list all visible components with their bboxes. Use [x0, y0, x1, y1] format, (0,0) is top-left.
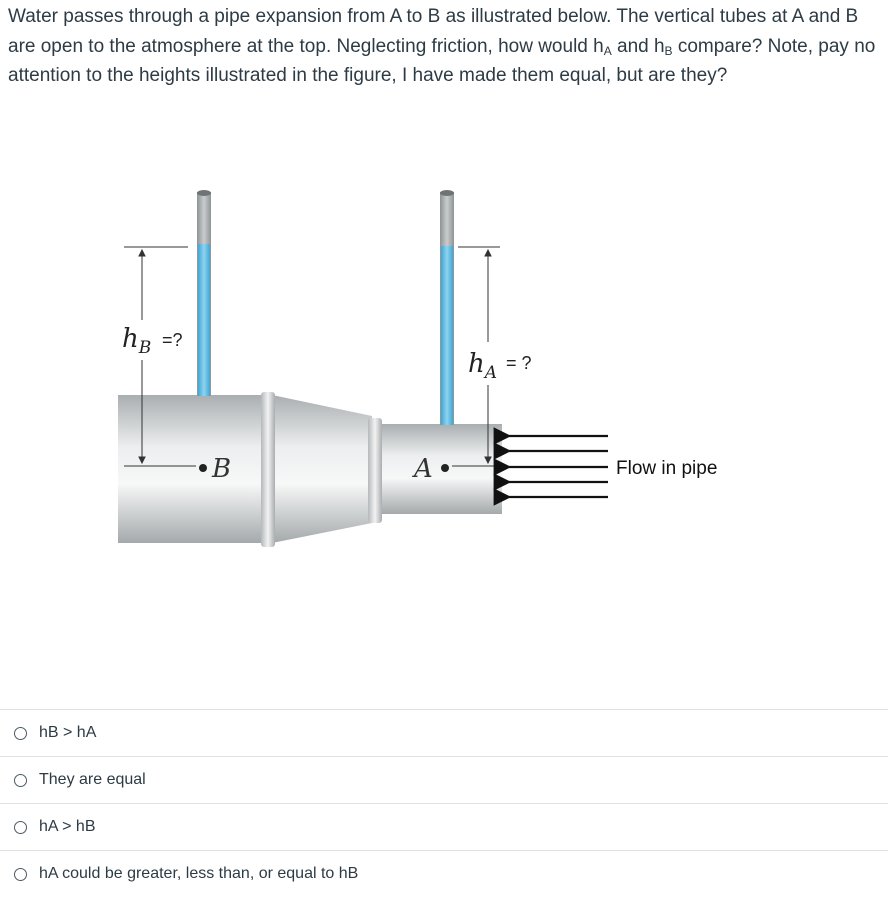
- label-a: A: [414, 454, 433, 484]
- question-part-2: and h: [611, 35, 665, 57]
- subscript-b: B: [664, 43, 673, 58]
- flange-left: [261, 392, 275, 547]
- answer-label: hB > hA: [39, 724, 97, 741]
- answer-options: [0, 709, 888, 897]
- flange-right: [368, 418, 382, 523]
- label-ha-eq: = ?: [506, 353, 532, 373]
- pipe-expansion-figure: [100, 180, 760, 580]
- answer-option-1[interactable]: [0, 709, 888, 756]
- label-hb: $h_B$: [122, 324, 152, 358]
- label-ha: $h_A$: [468, 349, 498, 383]
- flow-arrows: [509, 436, 608, 497]
- tube-b: [197, 190, 211, 396]
- label-b: B: [212, 454, 232, 484]
- point-b-dot: [199, 464, 207, 472]
- label-hb-eq: =?: [162, 330, 183, 350]
- answer-option-4[interactable]: [0, 850, 888, 897]
- answer-option-2[interactable]: [0, 756, 888, 803]
- radio-button[interactable]: [14, 821, 27, 834]
- answer-label: hA > hB: [39, 818, 96, 835]
- question-text: [8, 2, 886, 91]
- flow-label: Flow in pipe: [616, 458, 718, 479]
- subscript-a: A: [603, 43, 612, 58]
- answer-label: They are equal: [39, 771, 146, 788]
- answer-option-3[interactable]: [0, 803, 888, 850]
- radio-button[interactable]: [14, 868, 27, 881]
- pipe-diagram: [100, 180, 760, 580]
- point-a-dot: [441, 464, 449, 472]
- large-pipe: [118, 395, 268, 543]
- radio-button[interactable]: [14, 727, 27, 740]
- question-part-3: compare? Note, pay no attention to the heights illustrated in the figure, I have made them equal, but are they?: [8, 35, 876, 86]
- tube-a: [440, 190, 454, 425]
- radio-button[interactable]: [14, 774, 27, 787]
- answer-label: hA could be greater, less than, or equal to hB: [39, 865, 359, 882]
- question-part-1: Water passes through a pipe expansion from A to B as illustrated below. The vertical tubes at A and B are open to the atmosphere at the top. Neglecting friction, how would h: [8, 6, 859, 57]
- expansion-cone: [272, 395, 372, 543]
